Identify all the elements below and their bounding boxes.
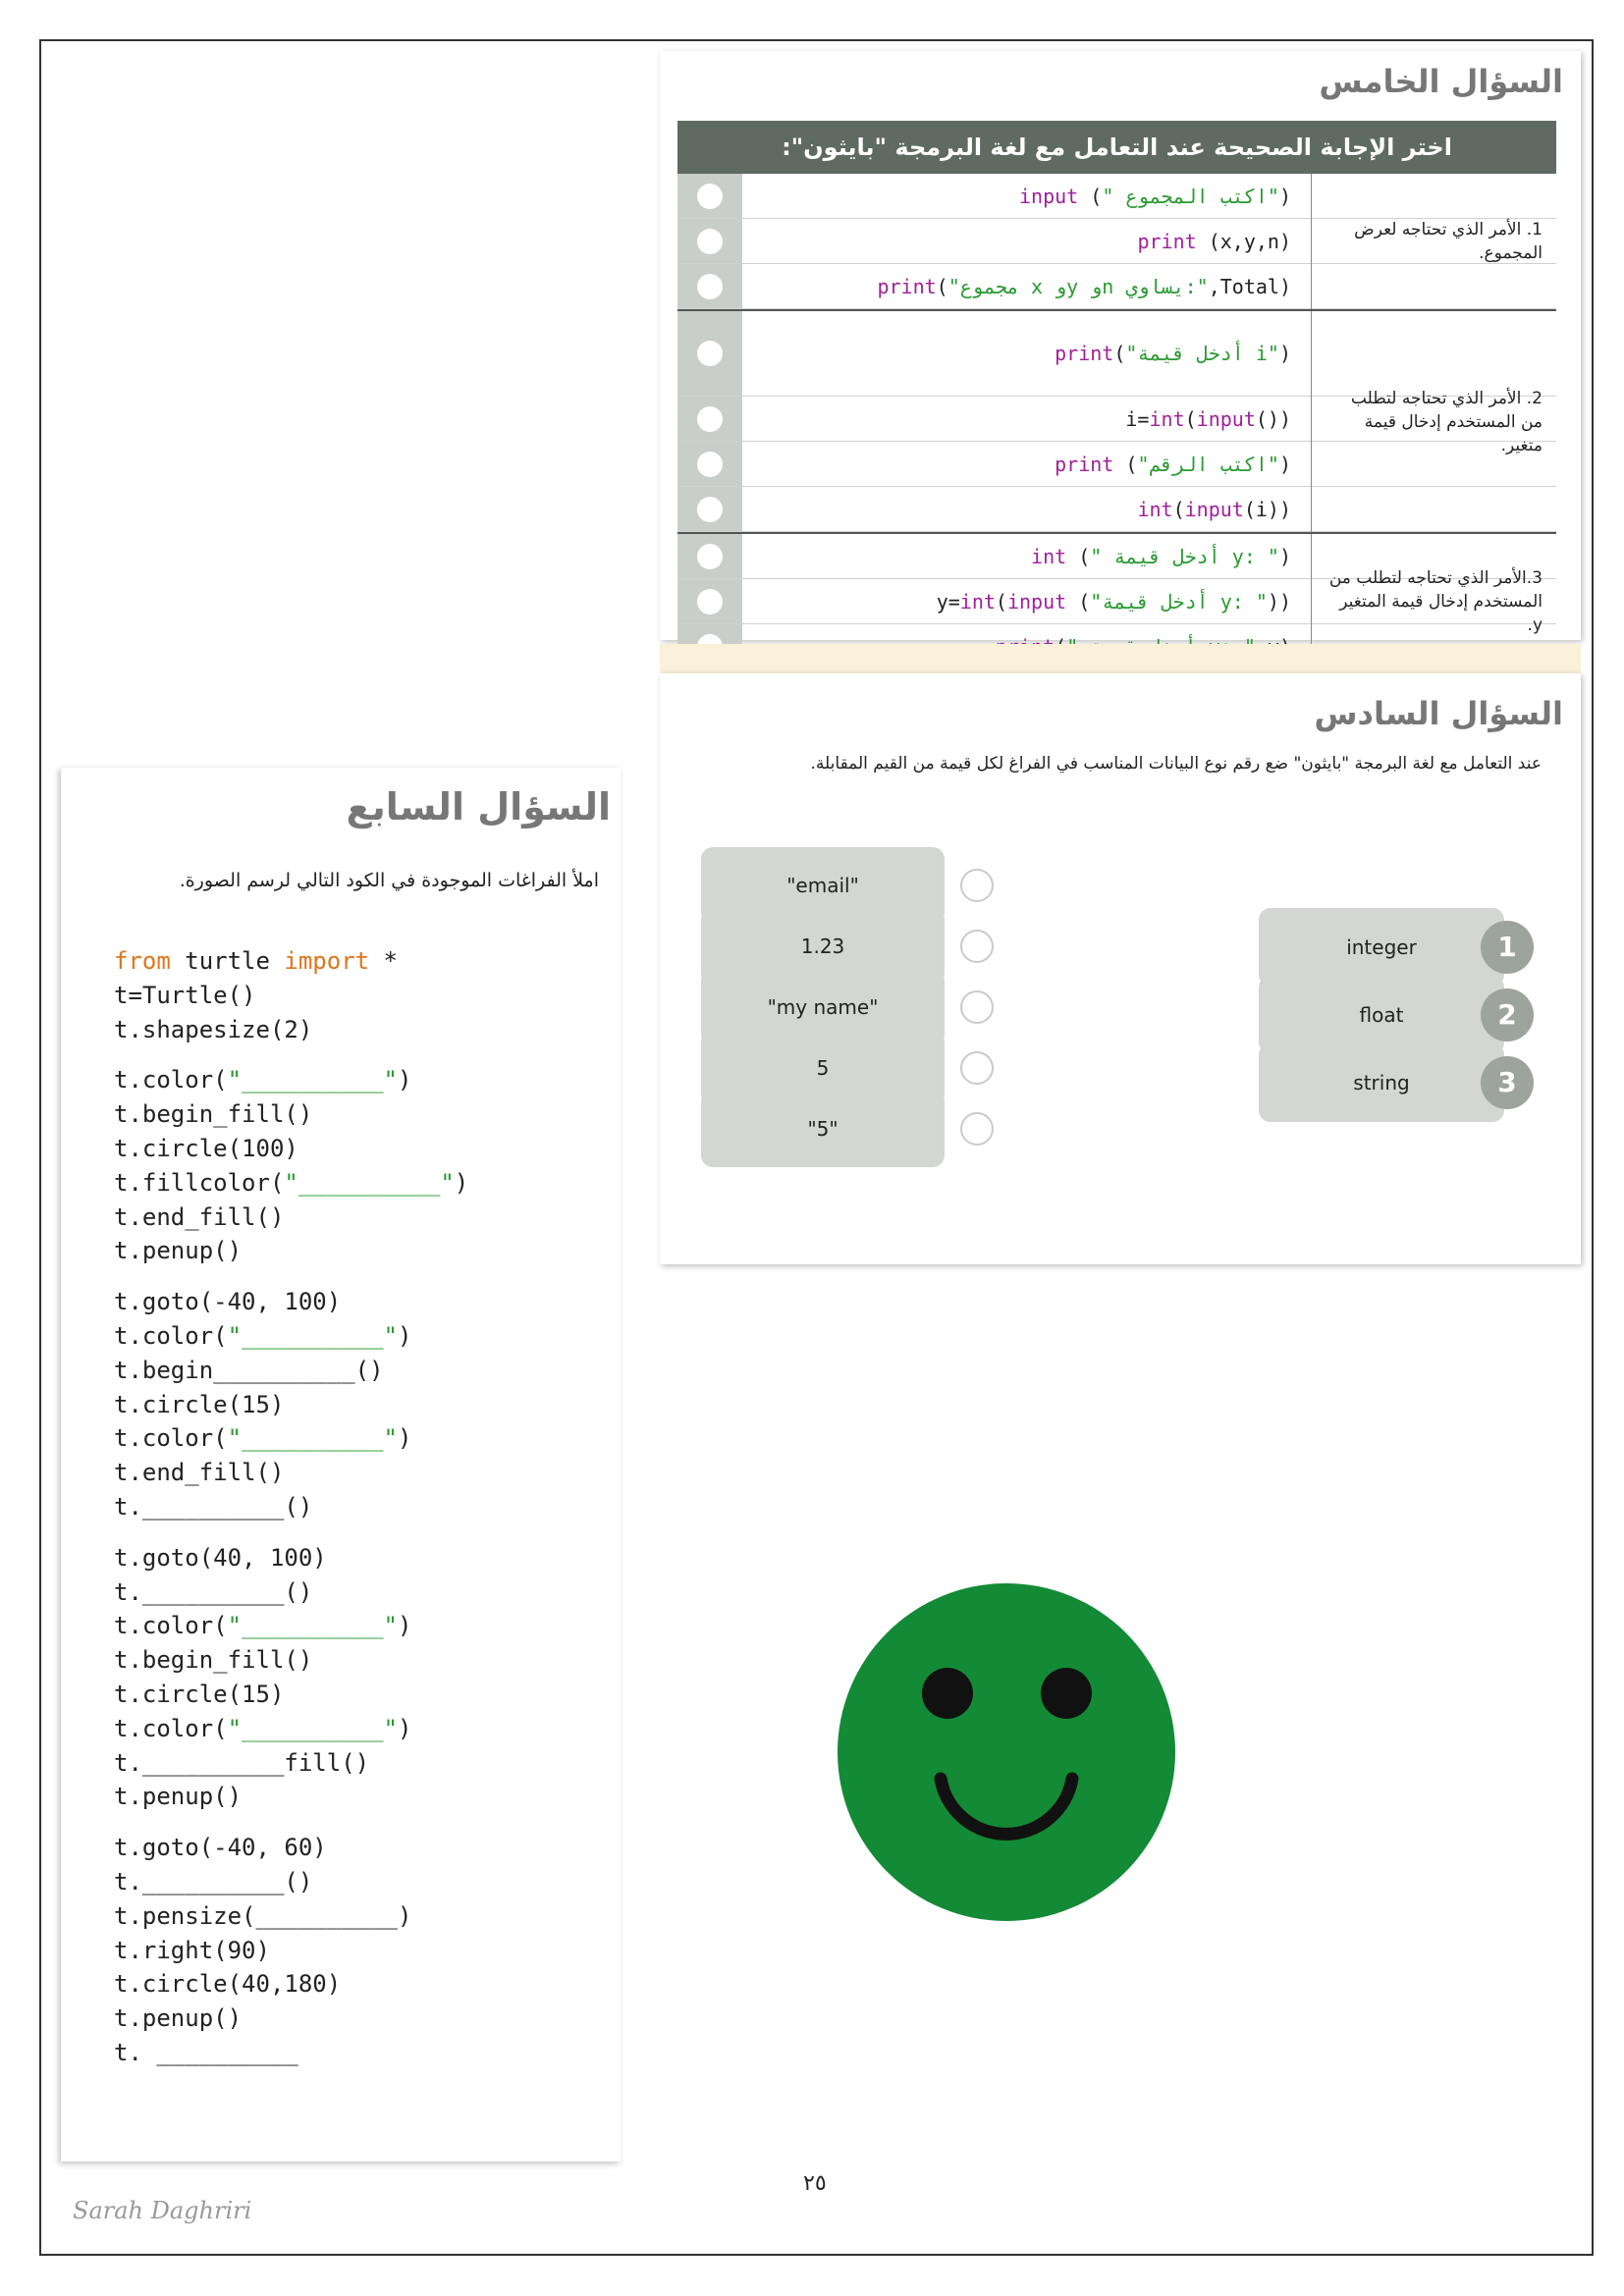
author-signature: Sarah Daghriri (73, 2197, 252, 2224)
answer-radio[interactable] (697, 184, 723, 209)
code-token: turtle (170, 947, 285, 975)
smiley-right-eye (1041, 1668, 1092, 1719)
code-token: t.penup() (114, 1237, 243, 1265)
turtle-code-block (114, 944, 468, 2070)
value-box: "my name" (701, 969, 945, 1045)
code-token: t.begin__________() (114, 1356, 384, 1384)
code-token: ) (397, 1066, 412, 1095)
code-line (114, 1354, 468, 1388)
data-type-number: 1 (1481, 921, 1534, 974)
code-token: ( (1113, 342, 1126, 365)
question-5-group (677, 174, 1556, 311)
answer-radio-cell (677, 397, 742, 441)
data-type-number: 3 (1481, 1056, 1534, 1109)
code-line (114, 1967, 468, 2002)
code-token: t.begin_fill() (114, 1100, 313, 1129)
code-token: ) (1278, 544, 1291, 568)
code-token: int (1137, 497, 1173, 521)
code-token: ( (1125, 452, 1138, 476)
code-token: "__________" (284, 1168, 455, 1197)
code-token: ) (1278, 452, 1291, 476)
code-line (114, 1013, 468, 1047)
code-token: ) (397, 1612, 412, 1640)
code-token: t. __________ (114, 2038, 298, 2066)
answer-radio[interactable] (697, 589, 723, 614)
answer-radio-cell (677, 534, 742, 578)
code-spacer (114, 1046, 468, 1063)
answer-code (756, 579, 1291, 623)
code-token: "مجموع x وy وn يساوي:" (947, 274, 1209, 298)
answer-code-line (1055, 453, 1291, 476)
answer-code-line (1125, 407, 1291, 431)
answer-code-line (1019, 185, 1291, 208)
code-token: ( (995, 589, 1007, 614)
answer-radio[interactable] (697, 341, 723, 366)
code-line (114, 1201, 468, 1235)
code-token: t.__________fill() (114, 1748, 370, 1777)
answer-code (756, 311, 1291, 396)
code-token: t.right(90) (114, 1936, 270, 1964)
code-token: print (877, 274, 937, 298)
code-token: ( (1078, 589, 1091, 614)
answer-code-line (1137, 498, 1291, 521)
code-token: "اكتب الرقم" (1137, 452, 1279, 476)
code-line (114, 979, 468, 1013)
answer-radio-cell (677, 174, 742, 218)
code-token: t.__________() (114, 1577, 313, 1606)
code-token: int (959, 589, 996, 614)
code-line (114, 1865, 468, 1899)
code-token: ) (397, 1424, 412, 1453)
code-token: t.color( (114, 1612, 228, 1640)
question-7-instruction: املأ الفراغات الموجودة في الكود التالي لرسم الصورة. (179, 870, 599, 891)
code-token: t.circle(15) (114, 1390, 285, 1418)
code-token: t.end_fill() (114, 1202, 285, 1231)
value-answer-circle[interactable] (960, 1112, 994, 1146)
code-token: ) (397, 1714, 412, 1742)
code-token: "أدخل قيمة i" (1125, 342, 1279, 365)
answer-code (756, 174, 1291, 218)
answer-radio[interactable] (697, 497, 723, 522)
code-token: t.color( (114, 1424, 228, 1453)
code-token: t.penup() (114, 2004, 243, 2033)
code-line (114, 1609, 468, 1643)
code-line (114, 1456, 468, 1490)
code-token: i= (1125, 406, 1150, 431)
code-line (114, 1097, 468, 1132)
code-token: int (1149, 406, 1185, 431)
question-7-panel (61, 768, 621, 2162)
answer-radio-cell (677, 264, 742, 308)
answer-code (756, 487, 1291, 531)
value-box: 1.23 (701, 908, 945, 985)
code-token: "__________" (227, 1066, 398, 1095)
answer-radio[interactable] (697, 229, 723, 254)
answer-radio-cell (677, 487, 742, 531)
code-line (114, 1541, 468, 1575)
code-token: t.goto(-40, 100) (114, 1288, 342, 1316)
answer-code (756, 534, 1291, 578)
value-answer-circle[interactable] (960, 1051, 994, 1085)
code-token: (x,y,n) (1208, 229, 1291, 253)
code-token: input (1019, 184, 1091, 208)
value-box: "5" (701, 1091, 945, 1167)
code-line (114, 1575, 468, 1610)
code-token: t.goto(-40, 60) (114, 1834, 327, 1862)
code-line (114, 1746, 468, 1781)
question-5-panel (660, 51, 1581, 640)
code-token: * (369, 947, 398, 975)
code-token: t.end_fill() (114, 1459, 285, 1487)
code-token: t.circle(100) (114, 1134, 298, 1162)
value-box: 5 (701, 1030, 945, 1106)
code-token: input (1006, 589, 1079, 614)
answer-radio-cell (677, 219, 742, 263)
code-token: ( (1172, 497, 1185, 521)
code-token: y= (936, 589, 960, 614)
question-5-item-text: 1. الأمر الذي تحتاجه لعرض المجموع. (1311, 174, 1556, 309)
code-token: t.goto(40, 100) (114, 1543, 327, 1572)
data-type-box: string (1259, 1043, 1504, 1122)
answer-code (756, 264, 1291, 308)
answer-radio[interactable] (697, 406, 723, 432)
code-spacer (114, 1814, 468, 1831)
value-answer-circle[interactable] (960, 990, 994, 1024)
answer-radio-cell (677, 579, 742, 623)
question-5-group (677, 311, 1556, 534)
code-token: "__________" (227, 1424, 398, 1453)
code-line (114, 1490, 468, 1524)
code-token: int (1031, 544, 1079, 568)
code-token: ) (1278, 342, 1291, 365)
code-line (114, 1643, 468, 1678)
code-line (114, 1780, 468, 1814)
code-token: t.color( (114, 1714, 228, 1742)
question-6-title: السؤال السادس (1314, 695, 1563, 732)
code-token: ( (1184, 406, 1197, 431)
code-line (114, 1899, 468, 1934)
question-5-title: السؤال الخامس (1319, 63, 1563, 100)
answer-radio[interactable] (697, 274, 723, 299)
data-type-number: 2 (1481, 988, 1534, 1041)
code-token: "__________" (227, 1321, 398, 1350)
code-token: "__________" (227, 1714, 398, 1742)
code-token: t.penup() (114, 1783, 243, 1811)
question-5-item-text: 3.الأمر الذي تحتاجه لتطلب من المستخدم إدخال قيمة المتغير y. (1311, 534, 1556, 669)
data-type-box: integer (1259, 908, 1504, 987)
question-5-item-text: 2. الأمر الذي تحتاجه لتطلب من المستخدم إدخال قيمة متغير. (1311, 311, 1556, 532)
code-token: print (1055, 452, 1126, 476)
value-answer-circle[interactable] (960, 869, 994, 902)
code-token: t.circle(15) (114, 1680, 285, 1708)
answer-code (756, 219, 1291, 263)
code-token: t.shapesize(2) (114, 1015, 313, 1043)
code-line (114, 2036, 468, 2070)
code-line (114, 1388, 468, 1422)
answer-code-line (1137, 230, 1291, 253)
code-line (114, 1934, 468, 1968)
code-token: ( (1078, 544, 1091, 568)
code-line (114, 1678, 468, 1712)
code-line (114, 1234, 468, 1268)
code-line (114, 1063, 468, 1097)
code-token: ,Total) (1208, 274, 1291, 298)
code-token: ) (454, 1168, 469, 1197)
smiley-face-circle (838, 1583, 1175, 1921)
code-token: t.__________() (114, 1867, 313, 1896)
code-token: ) (397, 1321, 412, 1350)
code-token: ()) (1255, 406, 1291, 431)
answer-code (756, 397, 1291, 441)
answer-radio-cell (677, 311, 742, 396)
code-spacer (114, 1268, 468, 1285)
code-token: "أدخل قيمة y: " (1090, 589, 1268, 614)
code-token: import (284, 947, 370, 975)
answer-radio[interactable] (697, 452, 723, 477)
divider-band (660, 644, 1581, 673)
answer-code-line (1031, 545, 1291, 568)
code-line (114, 2002, 468, 2036)
code-line (114, 1831, 468, 1865)
code-line (114, 1319, 468, 1354)
answer-radio[interactable] (697, 544, 723, 569)
code-token: ( (936, 274, 948, 298)
code-line (114, 1421, 468, 1456)
question-6-instruction: عند التعامل مع لغة البرمجة "بايثون" ضع رقم نوع البيانات المناسب في الفراغ لكل قيمة من القيم المقابلة. (810, 754, 1542, 774)
code-token: t.color( (114, 1321, 228, 1350)
code-line (114, 1712, 468, 1746)
code-token: ) (1278, 184, 1291, 208)
question-7-title: السؤال السابع (346, 785, 611, 828)
question-5-header: اختر الإجابة الصحيحة عند التعامل مع لغة البرمجة "بايثون": (677, 121, 1556, 174)
code-token: t=Turtle() (114, 981, 256, 1009)
code-token: print (1055, 342, 1114, 365)
answer-code-line (877, 275, 1291, 298)
code-token: (i)) (1243, 497, 1291, 521)
code-token: " اكتب المجموع" (1102, 184, 1279, 208)
question-6-panel (660, 673, 1581, 1264)
value-box: "email" (701, 847, 945, 924)
code-token: t.circle(40,180) (114, 1970, 342, 1999)
code-token: t.pensize(__________) (114, 1901, 412, 1930)
code-line (114, 1166, 468, 1201)
question-5-table (677, 174, 1556, 671)
code-line (114, 944, 468, 979)
code-token: input (1184, 497, 1244, 521)
page-number: ٢٥ (803, 2171, 827, 2196)
code-line (114, 1132, 468, 1166)
code-token: print (1137, 229, 1209, 253)
code-line (114, 1285, 468, 1319)
value-answer-circle[interactable] (960, 930, 994, 963)
smiley-face-image (837, 1582, 1176, 1922)
code-token: ( (1090, 184, 1103, 208)
code-token: input (1196, 406, 1256, 431)
answer-code-line (1055, 342, 1291, 365)
code-token: t.color( (114, 1066, 228, 1095)
code-token: t.begin_fill() (114, 1646, 313, 1675)
answer-code (756, 442, 1291, 486)
code-token: " أدخل قيمة y: " (1090, 544, 1279, 568)
answer-code-line (937, 590, 1291, 614)
code-token: t.fillcolor( (114, 1168, 285, 1197)
smiley-left-eye (922, 1668, 973, 1719)
data-type-box: float (1259, 976, 1504, 1054)
code-token: )) (1267, 589, 1291, 614)
code-token: from (114, 947, 171, 975)
answer-radio-cell (677, 442, 742, 486)
code-token: t.__________() (114, 1492, 313, 1521)
code-token: "__________" (227, 1612, 398, 1640)
code-spacer (114, 1524, 468, 1541)
